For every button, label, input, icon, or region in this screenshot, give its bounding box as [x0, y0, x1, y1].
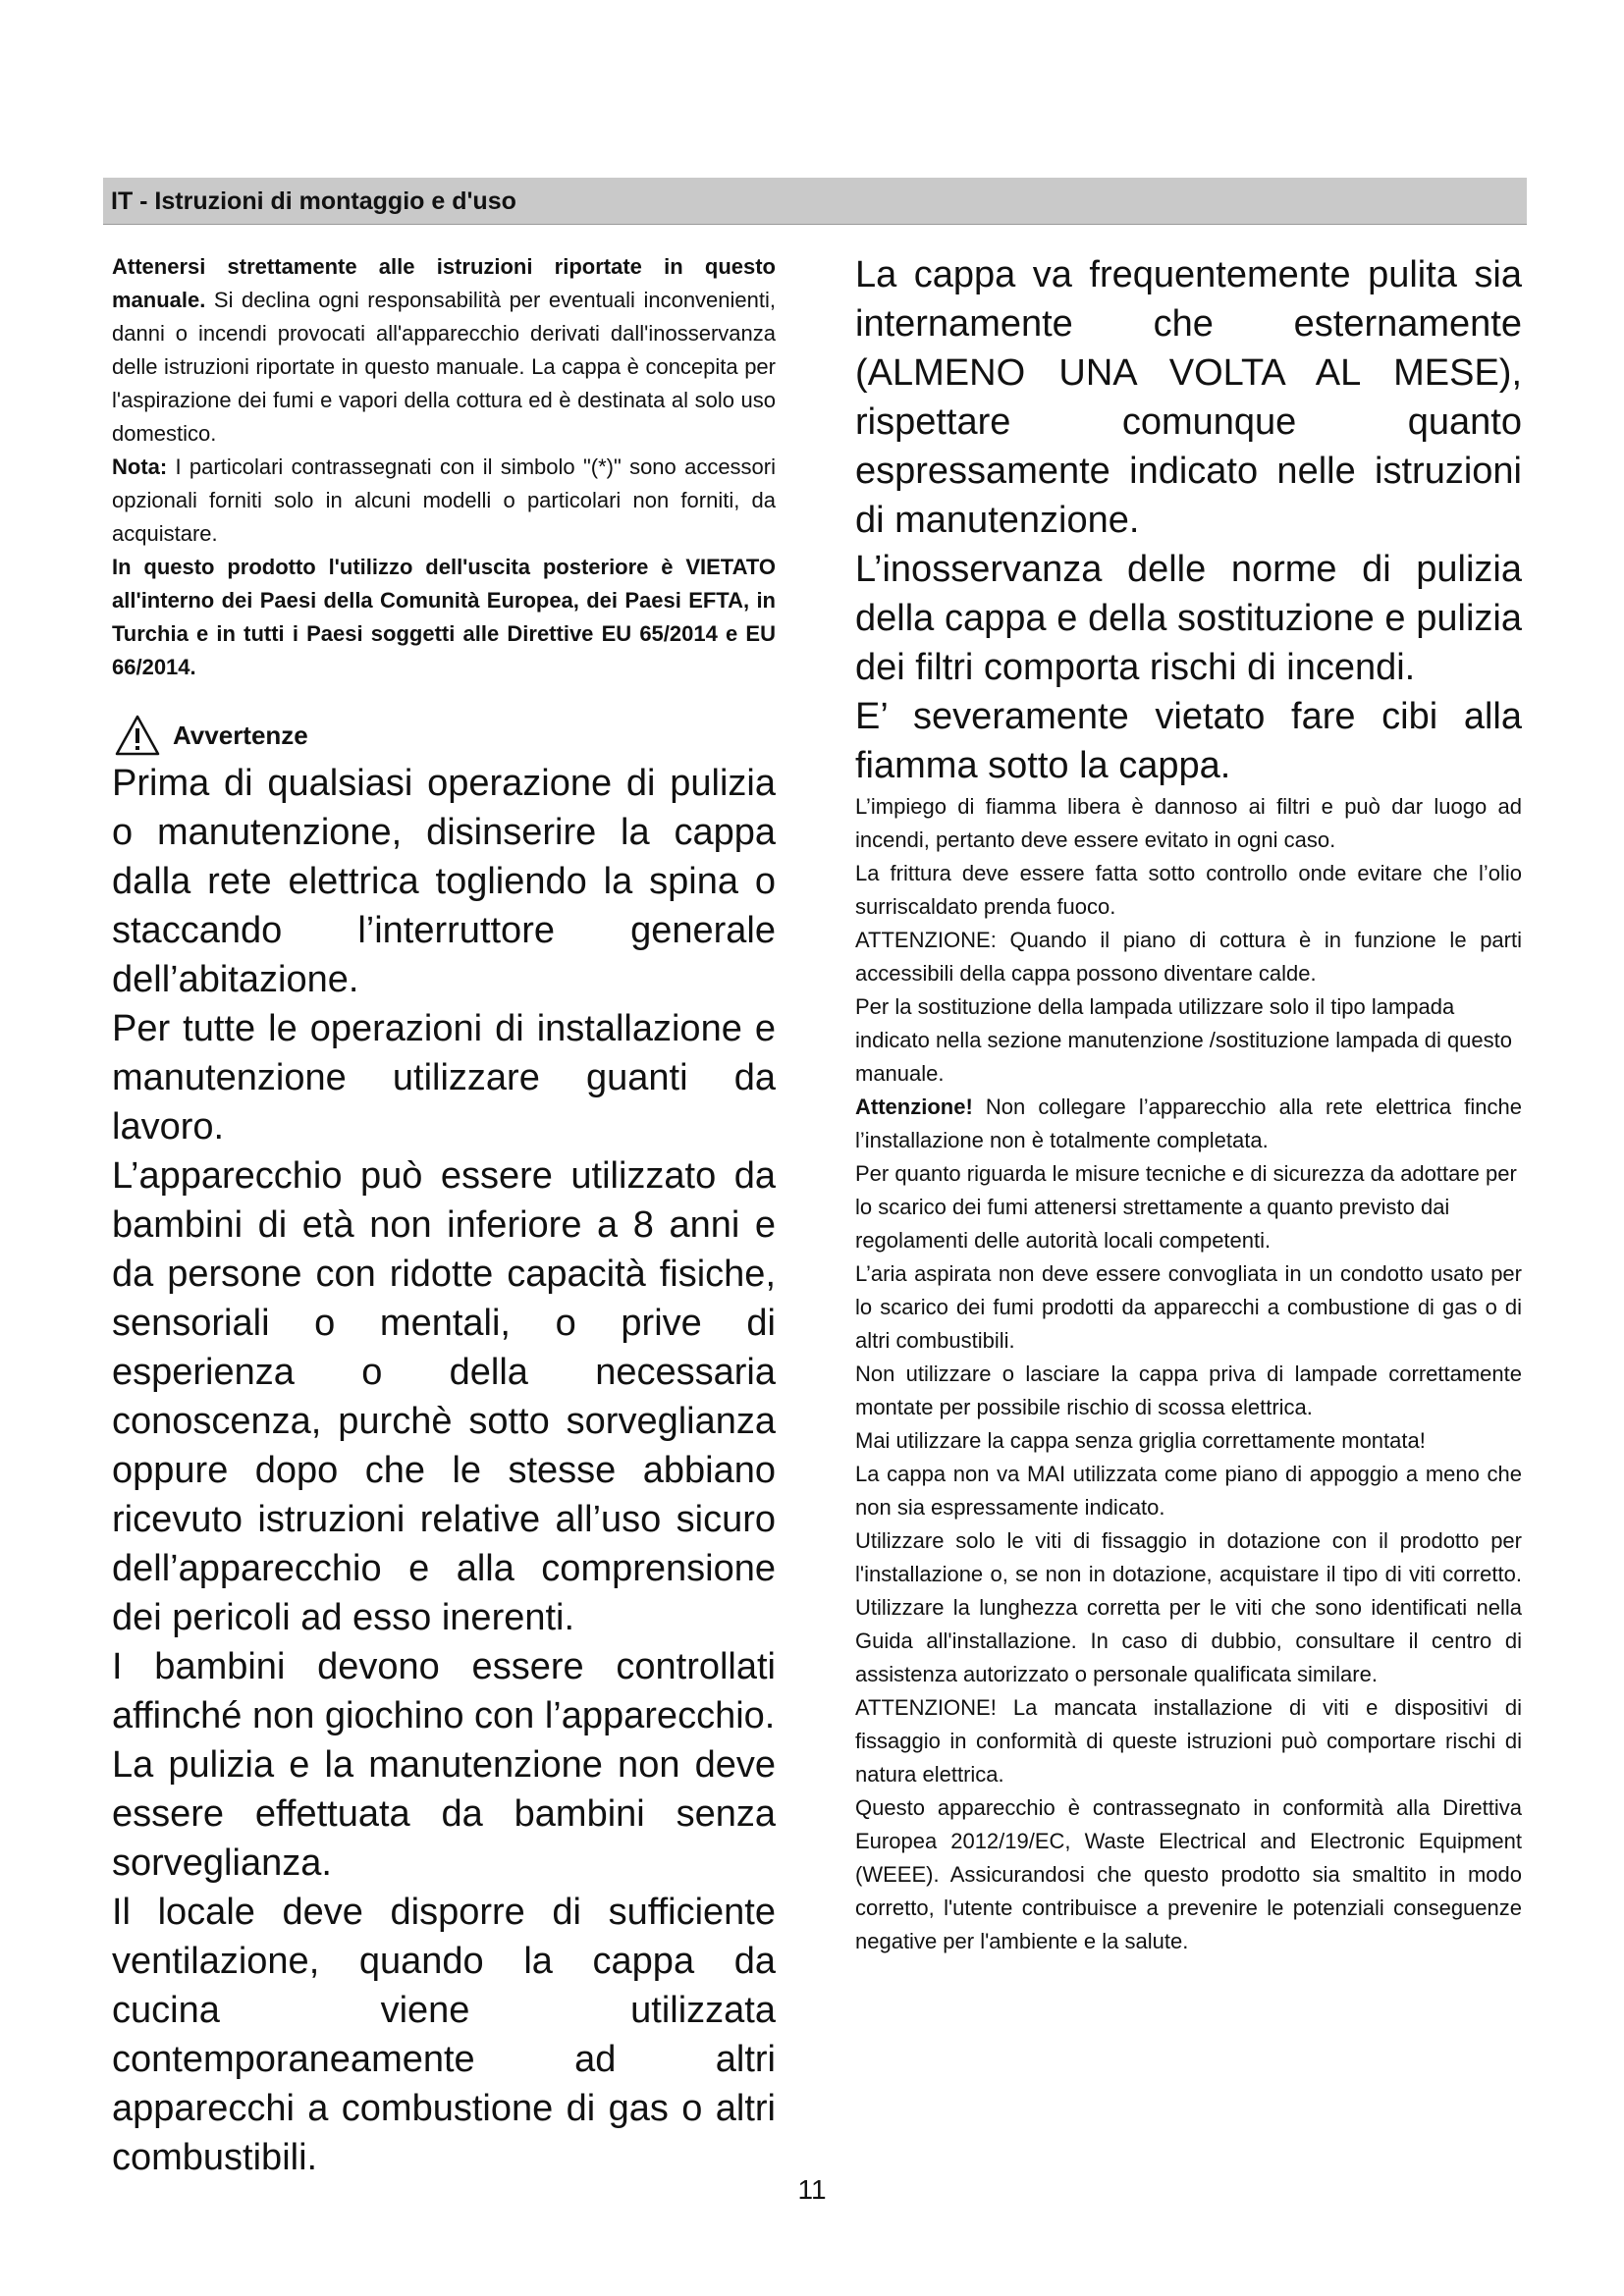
warning-children-use: L’apparecchio può essere utilizzato da bambini di età non inferiore a 8 anni e da persone con ridotte capacità fisiche, sensoriali o mentali, o prive di esperienza o della necessaria conoscenza, purchè sotto sorveglianza oppure dopo che le stesse abbiano ricevuto istruzioni relative all’uso sicuro dell’apparecchio e alla comprensione dei pericoli ad esso inerenti. — [112, 1155, 776, 1638]
section-header: IT - Istruzioni di montaggio e d'uso — [103, 178, 1527, 225]
warning-gloves: Per tutte le operazioni di installazione e manutenzione utilizzare guanti da lavoro. — [112, 1008, 776, 1148]
intro-bold-lead: Attenersi strettamente alle istruzioni riportate in questo manuale. — [112, 254, 776, 312]
nota-paragraph — [112, 451, 776, 551]
intro-paragraph — [112, 250, 776, 451]
warning-flambe: E’ severamente vietato fare cibi alla fiamma sotto la cappa. — [855, 696, 1522, 786]
eu-rear-outlet-notice: In questo prodotto l'utilizzo dell'uscita posteriore è VIETATO all'interno dei Paesi della Comunità Europea, dei Paesi EFTA, in Turchia e in tutti i Paesi soggetti alle Direttive EU 65/2014 e EU 66/2014. — [112, 555, 776, 679]
warning-children-play: I bambini devono essere controllati affinché non giochino con l’apparecchio. — [112, 1646, 776, 1736]
warning-triangle-icon — [114, 714, 161, 757]
nota-label: Nota: — [112, 454, 168, 479]
warning-disconnect: Prima di qualsiasi operazione di pulizia o manutenzione, disinserire la cappa dalla rete elettrica togliendo la spina o staccando l’interruttore generale dell’abitazione. — [112, 763, 776, 1000]
note-connect-text: Non collegare l’apparecchio alla rete elettrica finche l’installazione non è totalmente completata. — [855, 1095, 1522, 1152]
warning-heading — [114, 714, 776, 757]
intro-text: Si declina ogni responsabilità per eventuali inconvenienti, danni o incendi provocati all'apparecchio derivati dall'inosservanza delle istruzioni riportate in questo manuale. La cappa è concepita per l'aspirazione dei fumi e vapori della cottura ed è destinata al solo uso domestico. — [112, 288, 776, 446]
note-connect — [855, 1091, 1522, 1157]
nota-text: I particolari contrassegnati con il simbolo "(*)" sono accessori opzionali forniti solo in alcuni modelli o particolari non forniti, da acquistare. — [112, 454, 776, 546]
note-lamps-mounted: Non utilizzare o lasciare la cappa priva di lampade correttamente montate per possibile rischio di scossa elettrica. — [855, 1362, 1522, 1419]
warning-cleaning-children: La pulizia e la manutenzione non deve essere effettuata da bambini senza sorveglianza. — [112, 1744, 776, 1884]
note-support-surface: La cappa non va MAI utilizzata come piano di appoggio a meno che non sia espressamente indicato. — [855, 1462, 1522, 1520]
note-air-duct: L’aria aspirata non deve essere convogliata in un condotto usato per lo scarico dei fumi prodotti da apparecchi a combustione di gas o di altri combustibili. — [855, 1261, 1522, 1353]
warning-ventilation: Il locale deve disporre di sufficiente ventilazione, quando la cappa da cucina viene utilizzata contemporaneamente ad altri apparecchi a combustione di gas o altri combustibili. — [112, 1892, 776, 2178]
note-open-flame: L’impiego di fiamma libera è dannoso ai filtri e può dar luogo ad incendi, pertanto deve essere evitato in ogni caso. — [855, 794, 1522, 852]
right-column — [855, 250, 1522, 1958]
note-hot-parts: ATTENZIONE: Quando il piano di cottura è in funzione le parti accessibili della cappa possono diventare calde. — [855, 928, 1522, 986]
note-lamp-replacement: Per la sostituzione della lampada utilizzare solo il tipo lampada indicato nella sezione manutenzione /sostituzione lampada di questo manuale. — [855, 994, 1512, 1086]
left-column — [112, 250, 776, 2182]
note-screws: Utilizzare solo le viti di fissaggio in dotazione con il prodotto per l'installazione o, se non in dotazione, acquistare il tipo di viti corretto. Utilizzare la lunghezza corretta per le viti che sono identificati nella Guida all'installazione. In caso di dubbio, consultare il centro di assistenza autorizzato o personale qualificata similare. — [855, 1528, 1522, 1686]
note-frying: La frittura deve essere fatta sotto controllo onde evitare che l’olio surriscaldato prenda fuoco. — [855, 861, 1522, 919]
warning-fire-risk: L’inosservanza delle norme di pulizia della cappa e della sostituzione e pulizia dei filtri comporta rischi di incendi. — [855, 549, 1522, 688]
warning-cleaning-frequency: La cappa va frequentemente pulita sia internamente che esternamente (ALMENO UNA VOLTA AL MESE), rispettare comunque quanto espressamente indicato nelle istruzioni di manutenzione. — [855, 254, 1522, 541]
note-grille: Mai utilizzare la cappa senza griglia correttamente montata! — [855, 1428, 1426, 1453]
note-exhaust-regulations: Per quanto riguarda le misure tecniche e di sicurezza da adottare per lo scarico dei fumi attenersi strettamente a quanto previsto dai regolamenti delle autorità locali competenti. — [855, 1161, 1517, 1253]
warning-title: Avvertenze — [173, 720, 308, 750]
note-weee: Questo apparecchio è contrassegnato in conformità alla Direttiva Europea 2012/19/EC, Waste Electrical and Electronic Equipment (WEEE). Assicurandosi che questo prodotto sia smaltito in modo corretto, l'utente contribuisce a prevenire le potenziali conseguenze negative per l'ambiente e la salute. — [855, 1795, 1522, 1953]
page-number: 11 — [797, 2174, 827, 2205]
note-screws-warning: ATTENZIONE! La mancata installazione di viti e dispositivi di fissaggio in conformità di queste istruzioni può comportare rischi di natura elettrica. — [855, 1695, 1522, 1787]
note-connect-label: Attenzione! — [855, 1095, 973, 1119]
